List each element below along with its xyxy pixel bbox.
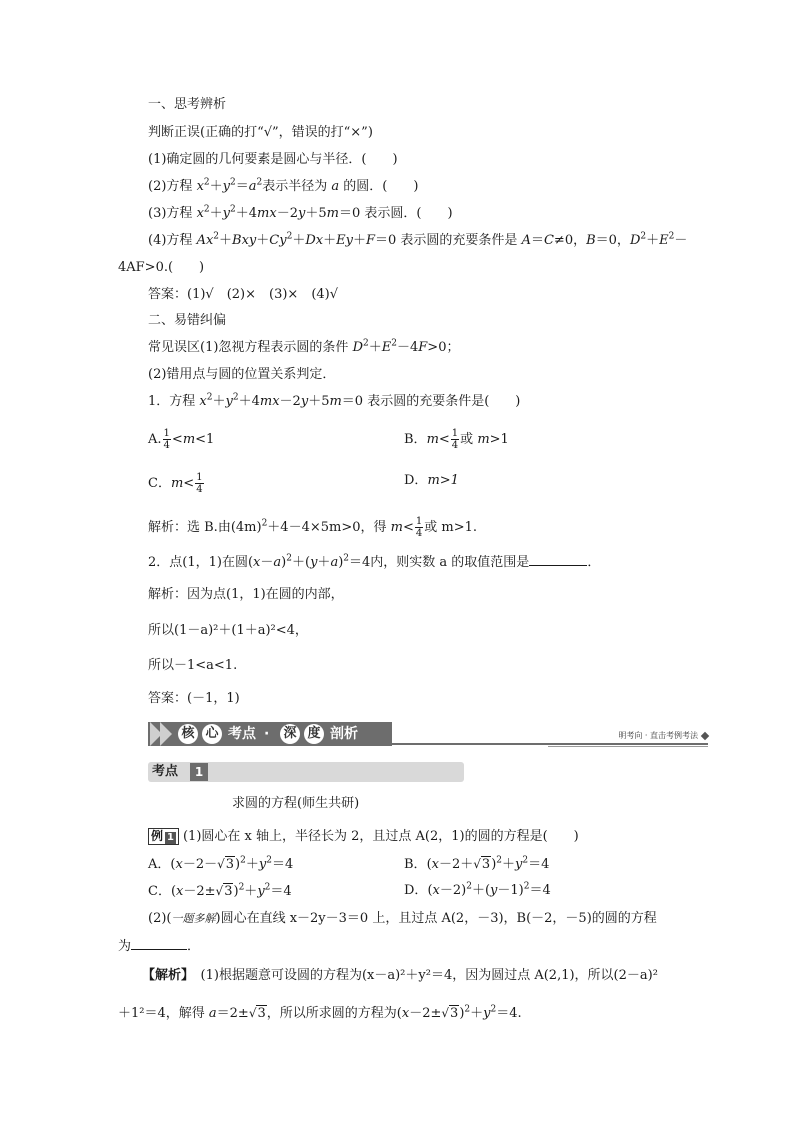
option-b: B．m< $\frac{1}{4}$ 或 m>1 xyxy=(404,428,509,451)
example-question-2: (2)(一题多解)圆心在直线 x－2y－3＝0 上，且过点 A(2，－3)，B(－2，－5)的圆的方程 xyxy=(148,911,657,926)
example-question-2-cont: 为 ． xyxy=(118,939,201,954)
section-heading-2: 二、易错纠偏 xyxy=(148,313,227,328)
banner-char-2: 心 xyxy=(202,724,222,744)
example-solution-1: 【解析】 (1)根据题意可设圆的方程为(x－a)²＋y²＝4，因为圆过点 A(2,1)，所以(2－a)² xyxy=(142,968,658,983)
question-2: (2)方程 $x^2+y^2=a^2$表示半径为 a 的圆．( ) xyxy=(148,177,419,194)
intro-text: 判断正误(正确的打“√”，错误的打“×”) xyxy=(148,125,373,140)
banner-char-3: 深 xyxy=(280,724,300,744)
banner-rule xyxy=(392,743,708,745)
topic-title: 求圆的方程(师生共研) xyxy=(232,796,360,811)
problem-2-solution-3: 所以－1<a<1. xyxy=(148,658,238,673)
problem-2-answer: 答案：(－1，1) xyxy=(148,691,240,706)
topic-bar xyxy=(148,762,464,782)
banner-char-4: 度 xyxy=(304,724,324,744)
topic-bar-number: 1 xyxy=(190,763,208,781)
section-heading-1: 一、思考辨析 xyxy=(148,97,227,112)
problem-2: 2．点(1，1)在圆$(x-a)^2+(y+a)^2=4$内，则实数 a 的取值范围是 ． xyxy=(148,553,601,570)
error-note-1: 常见误区(1)忽视方程表示圆的条件 $D^2+E^2-4F>0$； xyxy=(148,338,460,355)
banner-rule-thin xyxy=(548,746,708,747)
option-a: A. $\frac{1}{4}$ <m<1 xyxy=(148,428,215,451)
banner-subtitle: 明考向 · 直击考例考法 xyxy=(618,731,698,740)
example-option-a: A．$(x-2-√3)^2+y^2=4$ xyxy=(148,855,294,872)
problem-1-solution: 解析：选 B.由$(4m)^2+4-4\times 5m>0$，得 m< $\frac{1}{4}$ 或 m>1. xyxy=(148,516,478,539)
option-d: D．m>1 xyxy=(404,473,459,488)
topic-bar-label: 考点 xyxy=(152,764,179,779)
option-c: C．m< $\frac{1}{4}$ xyxy=(148,472,203,495)
section-banner xyxy=(148,720,708,748)
error-note-2: (2)错用点与圆的位置关系判定． xyxy=(148,367,336,382)
example-solution-2: ＋1²＝4，解得 a＝2±√3，所以所求圆的方程为$(x-2\pm√3)^2+y^2=4$. xyxy=(118,1004,522,1021)
answer-1: 答案：(1)√ (2)× (3)× (4)√ xyxy=(148,287,339,302)
banner-char-1: 核 xyxy=(178,724,198,744)
chevron-right-icon xyxy=(160,722,172,746)
diamond-icon xyxy=(701,732,709,740)
example-tag: 例 1 xyxy=(148,828,179,845)
problem-1: 1．方程 $x^2+y^2+4mx-2y+5m=0$ 表示圆的充要条件是( ) xyxy=(148,392,521,409)
problem-2-solution-2: 所以(1－a)²＋(1＋a)²<4， xyxy=(148,623,308,638)
banner-text-2: 剖析 xyxy=(330,726,358,742)
example-option-d: D．$(x-2)^2+(y-1)^2=4$ xyxy=(404,881,551,898)
example-option-c: C．$(x-2\pm√3)^2+y^2=4$ xyxy=(148,882,292,899)
question-4: (4)方程 $Ax^2+Bxy+Cy^2+Dx+Ey+F=0$ 表示圆的充要条件是 A＝C≠0，B＝0，$D^2+E^2-$ xyxy=(148,231,688,248)
question-1: (1)确定圆的几何要素是圆心与半径．( ) xyxy=(148,152,398,167)
question-3: (3)方程 $x^2+y^2+4mx-2y+5m=0$ 表示圆．( ) xyxy=(148,204,453,221)
question-4-cont: 4AF>0.( ) xyxy=(118,260,205,275)
problem-2-solution-1: 解析：因为点(1，1)在圆的内部， xyxy=(148,587,344,602)
example-question-1: 例 1 (1)圆心在 x 轴上，半径长为 2，且过点 A(2，1)的圆的方程是( ) xyxy=(148,828,579,846)
banner-text-1: 考点 xyxy=(228,726,256,742)
example-option-b: B．$(x-2+√3)^2+y^2=4$ xyxy=(404,855,550,872)
banner-dot: · xyxy=(264,726,270,742)
